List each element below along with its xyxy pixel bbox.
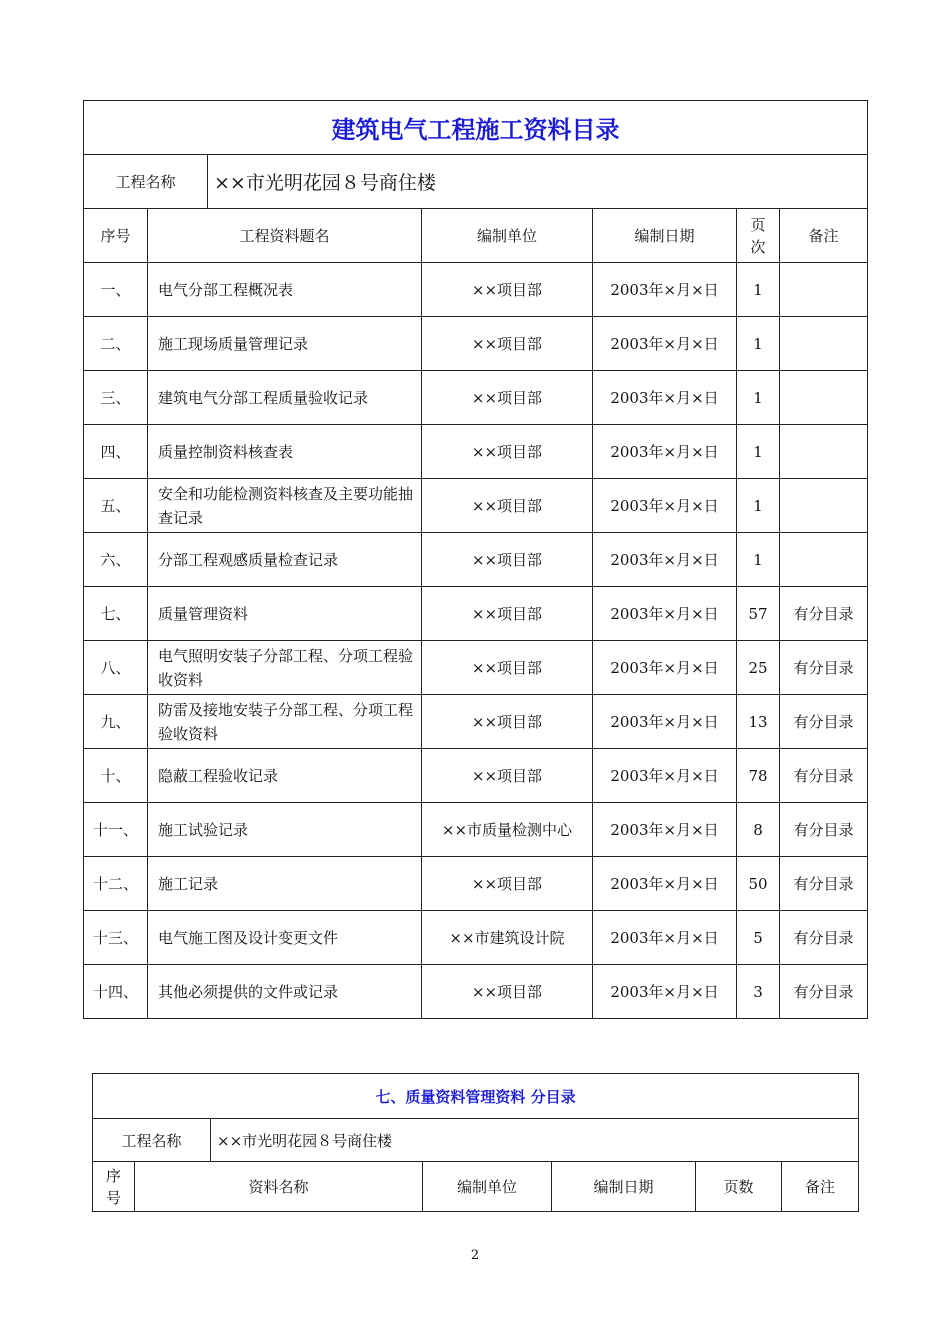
row-date: 2003年×月×日: [593, 857, 737, 911]
row-remarks: [780, 317, 868, 371]
sub-project-name: ××市光明花园８号商住楼: [211, 1119, 859, 1162]
row-title: 分部工程观感质量检查记录: [148, 533, 422, 587]
row-pages: 1: [737, 533, 780, 587]
row-pages: 1: [737, 479, 780, 533]
row-remarks: [780, 425, 868, 479]
row-remarks: 有分目录: [780, 857, 868, 911]
row-seq: 十三、: [84, 911, 148, 965]
row-date: 2003年×月×日: [593, 371, 737, 425]
row-date: 2003年×月×日: [593, 533, 737, 587]
row-unit: ××项目部: [422, 425, 593, 479]
row-seq: 六、: [84, 533, 148, 587]
row-pages: 50: [737, 857, 780, 911]
row-date: 2003年×月×日: [593, 317, 737, 371]
sub-catalog-table: [92, 1073, 859, 1212]
row-seq: 三、: [84, 371, 148, 425]
table-row: [84, 749, 868, 803]
row-date: 2003年×月×日: [593, 695, 737, 749]
project-label: 工程名称: [84, 155, 208, 209]
row-remarks: [780, 533, 868, 587]
row-date: 2003年×月×日: [593, 587, 737, 641]
row-remarks: [780, 263, 868, 317]
row-unit: ××市建筑设计院: [422, 911, 593, 965]
table-row: [84, 263, 868, 317]
row-title: 电气分部工程概况表: [148, 263, 422, 317]
row-date: 2003年×月×日: [593, 425, 737, 479]
row-title: 施工现场质量管理记录: [148, 317, 422, 371]
row-unit: ××项目部: [422, 587, 593, 641]
row-remarks: 有分目录: [780, 803, 868, 857]
sub-header-pages: 页数: [696, 1162, 782, 1212]
table-row: [84, 533, 868, 587]
row-title: 施工记录: [148, 857, 422, 911]
page-number: 2: [470, 1248, 480, 1263]
row-seq: 九、: [84, 695, 148, 749]
sub-project-label: 工程名称: [93, 1119, 211, 1162]
table-row: [84, 911, 868, 965]
row-remarks: [780, 479, 868, 533]
row-title: 质量控制资料核查表: [148, 425, 422, 479]
sub-header-seq: 序号: [93, 1162, 135, 1212]
row-seq: 十二、: [84, 857, 148, 911]
row-unit: ××项目部: [422, 749, 593, 803]
row-pages: 13: [737, 695, 780, 749]
row-remarks: 有分目录: [780, 641, 868, 695]
row-pages: 1: [737, 317, 780, 371]
row-remarks: 有分目录: [780, 587, 868, 641]
row-title: 隐蔽工程验收记录: [148, 749, 422, 803]
row-seq: 一、: [84, 263, 148, 317]
table-row: [84, 641, 868, 695]
sub-title: 七、质量资料管理资料 分目录: [93, 1074, 859, 1119]
sub-header-unit: 编制单位: [423, 1162, 552, 1212]
table-row: [84, 371, 868, 425]
row-title: 其他必须提供的文件或记录: [148, 965, 422, 1019]
row-unit: ××项目部: [422, 479, 593, 533]
row-seq: 五、: [84, 479, 148, 533]
row-pages: 57: [737, 587, 780, 641]
row-pages: 1: [737, 425, 780, 479]
row-title: 质量管理资料: [148, 587, 422, 641]
row-seq: 八、: [84, 641, 148, 695]
row-seq: 十四、: [84, 965, 148, 1019]
sub-header-name: 资料名称: [135, 1162, 423, 1212]
sub-header-remarks: 备注: [782, 1162, 859, 1212]
row-pages: 25: [737, 641, 780, 695]
row-unit: ××项目部: [422, 263, 593, 317]
row-unit: ××项目部: [422, 371, 593, 425]
row-seq: 十一、: [84, 803, 148, 857]
row-date: 2003年×月×日: [593, 965, 737, 1019]
sub-header-date: 编制日期: [552, 1162, 696, 1212]
table-row: [84, 317, 868, 371]
row-unit: ××市质量检测中心: [422, 803, 593, 857]
table-row: [84, 857, 868, 911]
header-seq: 序号: [84, 209, 148, 263]
header-pages: 页次: [737, 209, 780, 263]
row-title: 建筑电气分部工程质量验收记录: [148, 371, 422, 425]
row-unit: ××项目部: [422, 695, 593, 749]
row-pages: 1: [737, 263, 780, 317]
header-unit: 编制单位: [422, 209, 593, 263]
row-unit: ××项目部: [422, 533, 593, 587]
row-remarks: 有分目录: [780, 911, 868, 965]
row-unit: ××项目部: [422, 857, 593, 911]
table-row: [84, 965, 868, 1019]
row-date: 2003年×月×日: [593, 641, 737, 695]
header-title: 工程资料题名: [148, 209, 422, 263]
table-row: [84, 425, 868, 479]
row-title: 施工试验记录: [148, 803, 422, 857]
row-title: 防雷及接地安装子分部工程、分项工程验收资料: [148, 695, 422, 749]
table-row: [84, 587, 868, 641]
row-unit: ××项目部: [422, 965, 593, 1019]
row-remarks: 有分目录: [780, 965, 868, 1019]
row-date: 2003年×月×日: [593, 263, 737, 317]
row-date: 2003年×月×日: [593, 479, 737, 533]
row-date: 2003年×月×日: [593, 803, 737, 857]
page-title: 建筑电气工程施工资料目录: [84, 101, 868, 155]
table-row: [84, 695, 868, 749]
row-remarks: 有分目录: [780, 695, 868, 749]
main-catalog-table: [83, 100, 868, 1019]
row-title: 电气照明安装子分部工程、分项工程验收资料: [148, 641, 422, 695]
row-pages: 5: [737, 911, 780, 965]
row-seq: 十、: [84, 749, 148, 803]
row-seq: 四、: [84, 425, 148, 479]
row-remarks: [780, 371, 868, 425]
row-remarks: 有分目录: [780, 749, 868, 803]
row-title: 安全和功能检测资料核查及主要功能抽查记录: [148, 479, 422, 533]
table-row: [84, 479, 868, 533]
row-pages: 3: [737, 965, 780, 1019]
row-pages: 8: [737, 803, 780, 857]
row-unit: ××项目部: [422, 317, 593, 371]
project-name-value: ××市光明花园８号商住楼: [208, 155, 868, 209]
row-date: 2003年×月×日: [593, 911, 737, 965]
row-pages: 1: [737, 371, 780, 425]
row-date: 2003年×月×日: [593, 749, 737, 803]
row-title: 电气施工图及设计变更文件: [148, 911, 422, 965]
header-remarks: 备注: [780, 209, 868, 263]
row-seq: 二、: [84, 317, 148, 371]
header-date: 编制日期: [593, 209, 737, 263]
table-row: [84, 803, 868, 857]
row-seq: 七、: [84, 587, 148, 641]
row-pages: 78: [737, 749, 780, 803]
row-unit: ××项目部: [422, 641, 593, 695]
